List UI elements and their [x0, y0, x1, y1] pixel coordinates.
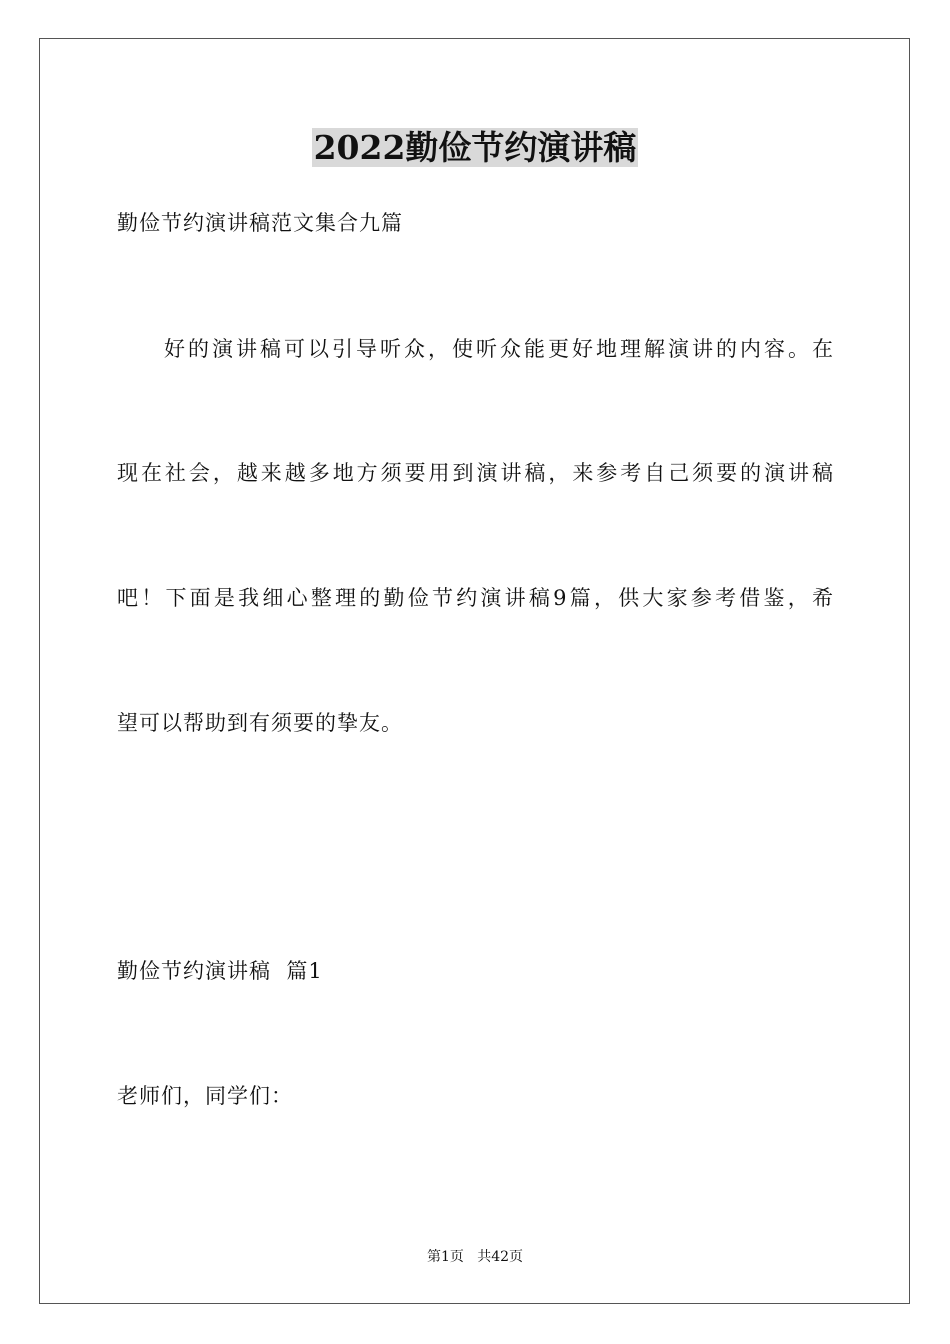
intro-line-4: 望可以帮助到有须要的挚友。 — [117, 711, 403, 735]
page-number-footer: 第1页 共42页 — [426, 1249, 524, 1265]
intro-line-2: 现在社会，越来越多地方须要用到演讲稿，来参考自己须要的演讲稿 — [117, 461, 833, 485]
section-heading: 勤俭节约演讲稿 篇1 — [117, 959, 323, 983]
document-title — [0, 126, 950, 170]
intro-line-1: 好的演讲稿可以引导听众，使听众能更好地理解演讲的内容。在 — [164, 337, 833, 361]
document-subtitle: 勤俭节约演讲稿范文集合九篇 — [117, 211, 403, 235]
intro-line-3: 吧！下面是我细心整理的勤俭节约演讲稿9篇，供大家参考借鉴，希 — [117, 586, 833, 610]
document-title-text: 2022勤俭节约演讲稿 — [313, 128, 637, 167]
salutation: 老师们，同学们： — [117, 1084, 293, 1108]
